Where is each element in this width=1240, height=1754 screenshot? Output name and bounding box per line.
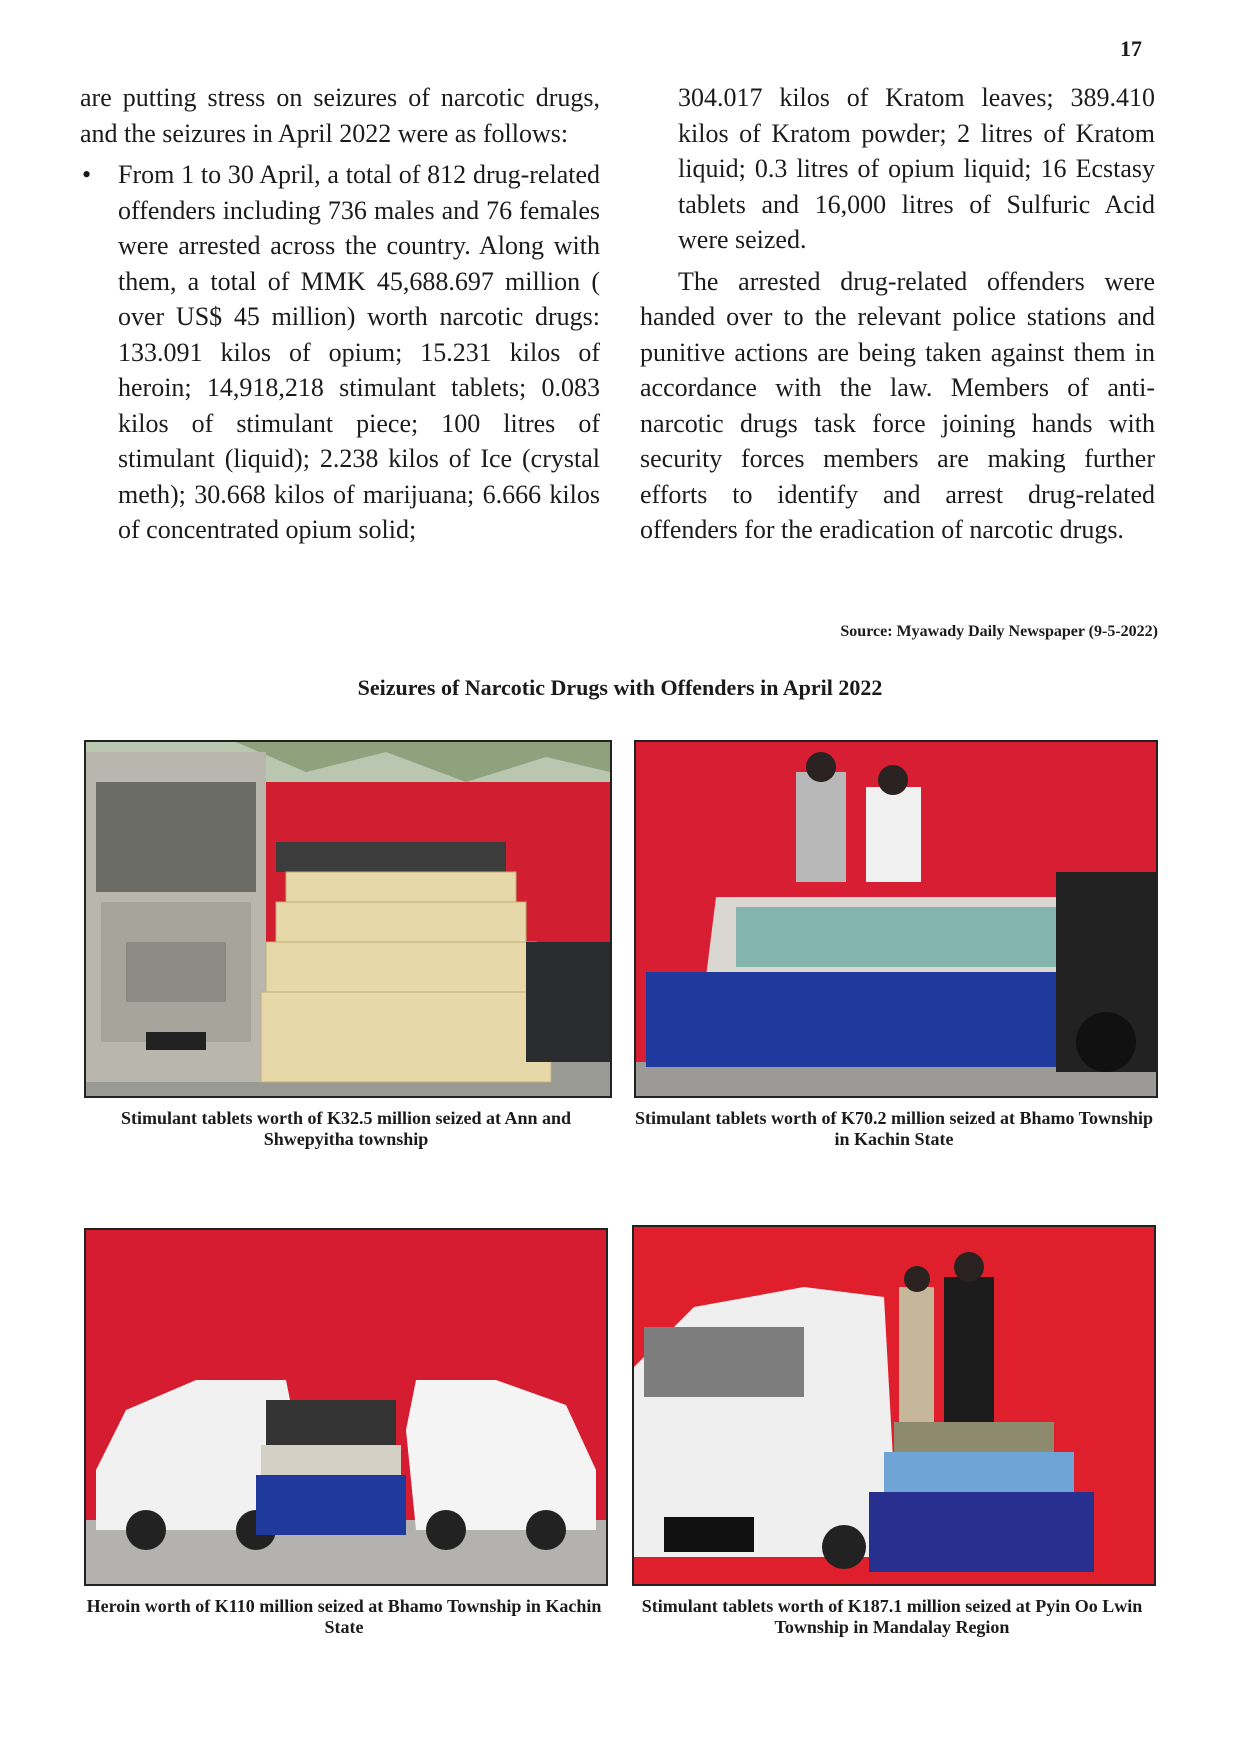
seizure-bullet-text: From 1 to 30 April, a total of 812 drug-related offenders including 736 males and 76 females were arrested across the country. Along with them, a total of MMK 45,688.697 million ( over US$ 45 million) worth narcotic drugs: 133.091 kilos of opium; 15.231 kilos of heroin; 14,918,218 stimulant tablets; 0.083 kilos of stimulant piece; 100 litres of stimulant (liquid); 2.238 kilos of Ice (crystal meth); 30.668 kilos of marijuana; 6.666 kilos of concentrated opium solid; — [118, 160, 600, 544]
photo-seizure-bhamo-stimulants — [634, 740, 1158, 1098]
closing-paragraph: The arrested drug-related offenders were handed over to the relevant police stations and punitive actions are being taken against them in accordance with the law. Members of anti-narcotic drugs task force joining hands with security forces members are making further efforts to identify and arrest drug-related offenders for the eradication of narcotic drugs. — [640, 266, 1155, 544]
left-column — [80, 80, 600, 548]
photo-seizure-pyin-oo-lwin — [632, 1225, 1156, 1586]
bullet-marker: • — [82, 160, 92, 189]
page-number: 17 — [1120, 36, 1142, 61]
bullet-continuation: 304.017 kilos of Kratom leaves; 389.410 kilos of Kratom powder; 2 litres of Kratom liquid; 0.3 litres of opium liquid; 16 Ecstasy tablets and 16,000 litres of Sulfuric Acid were seized. — [678, 83, 1155, 254]
right-column — [640, 80, 1155, 548]
photo-seizure-bhamo-heroin — [84, 1228, 608, 1586]
photo-caption-2: Stimulant tablets worth of K70.2 million seized at Bhamo Township in Kachin State — [634, 1108, 1154, 1149]
photo-caption-1: Stimulant tablets worth of K32.5 million seized at Ann and Shwepyitha township — [120, 1108, 572, 1149]
photo-caption-4: Stimulant tablets worth of K187.1 million seized at Pyin Oo Lwin Township in Mandalay Region — [641, 1596, 1143, 1637]
intro-paragraph: are putting stress on seizures of narcotic drugs, and the seizures in April 2022 were as follows: — [80, 83, 600, 148]
section-title: Seizures of Narcotic Drugs with Offenders in April 2022 — [357, 675, 883, 700]
photo-seizure-ann-shwepyitha — [84, 740, 612, 1098]
seizure-list — [80, 157, 600, 548]
source-credit: Source: Myawady Daily Newspaper (9-5-2022) — [840, 623, 1158, 640]
photo-caption-3: Heroin worth of K110 million seized at Bhamo Township in Kachin State — [86, 1596, 602, 1637]
seizure-bullet — [80, 157, 600, 548]
